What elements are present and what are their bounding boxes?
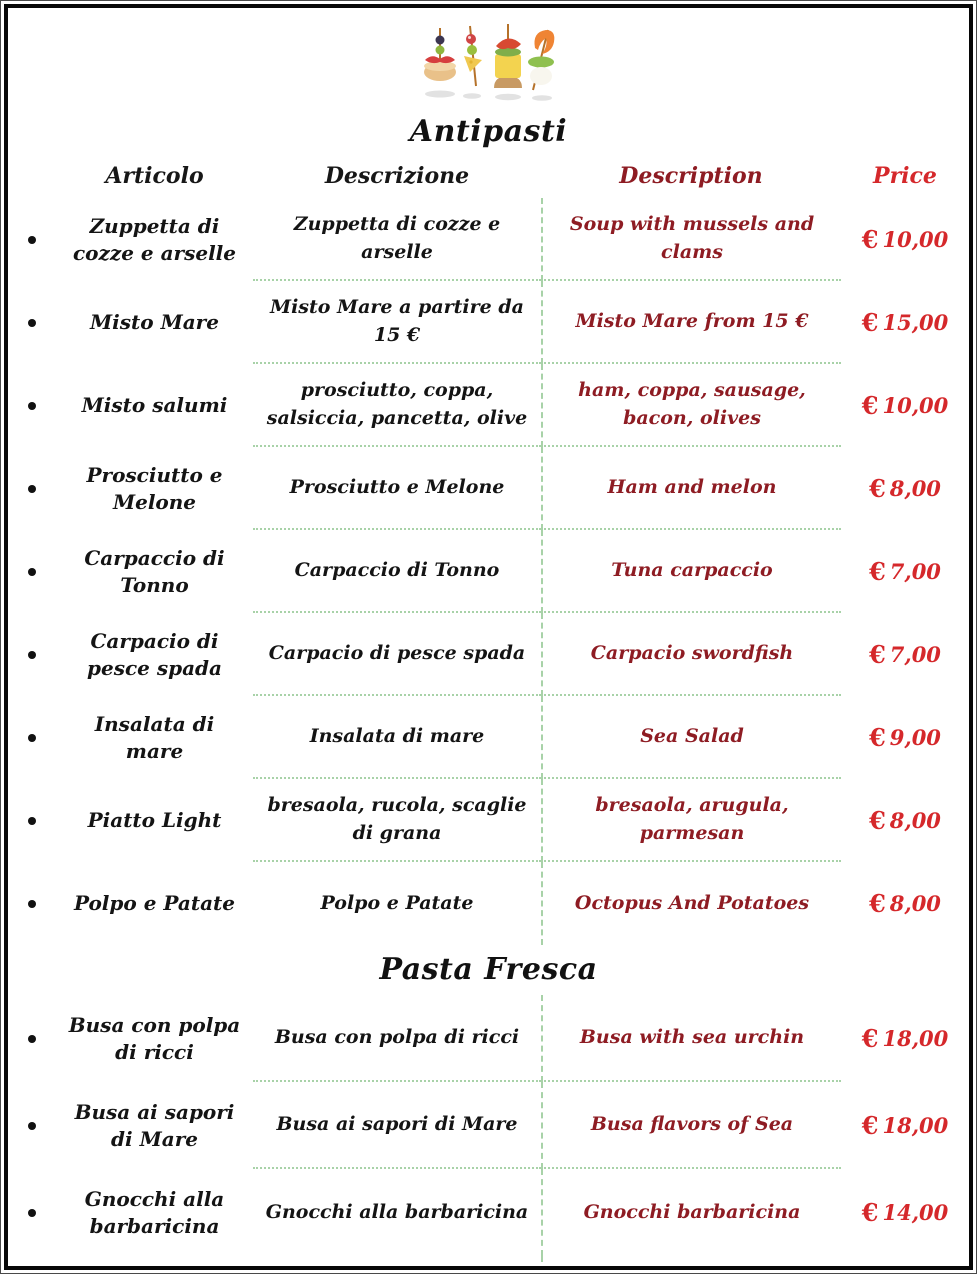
item-name: Gnocchi alla barbaricina xyxy=(84,1186,225,1238)
item-name: Prosciutto e Melone xyxy=(86,462,223,514)
item-price xyxy=(841,862,969,945)
item-description-english: Busa flavors of Sea xyxy=(541,1082,841,1169)
item-description-italian: Carpaccio di Tonno xyxy=(253,530,541,613)
bullet xyxy=(8,862,56,945)
bullet-dot-icon xyxy=(28,568,36,576)
menu-item-row xyxy=(8,1082,969,1169)
item-price xyxy=(841,1082,969,1169)
bullet xyxy=(8,447,56,530)
menu-item-row xyxy=(8,779,969,862)
bullet xyxy=(8,1082,56,1169)
item-description-italian: Gnocchi alla barbaricina xyxy=(265,1200,529,1223)
price-amount: 18,00 xyxy=(882,1113,949,1138)
item-description-english: Gnocchi barbaricina xyxy=(541,1169,841,1256)
item-name: Polpo e Patate xyxy=(73,891,236,915)
bullet-dot-icon xyxy=(28,817,36,825)
menu-item-row xyxy=(8,1169,969,1256)
item-description-italian: Busa ai sapori di Mare xyxy=(253,1082,541,1169)
euro-sign: € xyxy=(869,474,886,503)
item-description-italian: Busa con polpa di ricci xyxy=(253,995,541,1082)
price-amount: 18,00 xyxy=(882,1026,949,1051)
item-description-italian: Insalata di mare xyxy=(253,696,541,779)
item-name: Zuppetta di cozze e arselle xyxy=(72,213,236,265)
column-header-articolo: Articolo xyxy=(105,163,204,189)
item-description-italian: Polpo e Patate xyxy=(320,891,474,914)
bullet xyxy=(8,995,56,1082)
item-description-italian: Prosciutto e Melone xyxy=(253,447,541,530)
euro-sign: € xyxy=(869,723,886,752)
column-header-description: Description xyxy=(619,163,763,189)
bullet xyxy=(8,198,56,281)
bullet-dot-icon xyxy=(28,1209,36,1217)
bullet xyxy=(8,530,56,613)
item-price xyxy=(841,447,969,530)
bullet-dot-icon xyxy=(28,900,36,908)
bullet-dot-icon xyxy=(28,402,36,410)
bullet xyxy=(8,364,56,447)
price-amount: 10,00 xyxy=(882,227,949,252)
item-name: Insalata di mare xyxy=(94,711,215,763)
section-title-antipasti: Antipasti xyxy=(409,114,568,149)
price-amount: 8,00 xyxy=(889,808,941,833)
item-name: Busa con polpa di ricci xyxy=(68,1012,241,1064)
item-description-english: Misto Mare from 15 € xyxy=(541,281,841,364)
item-price xyxy=(841,995,969,1082)
menu-item-row xyxy=(8,995,969,1082)
item-description-english: Tuna carpaccio xyxy=(541,530,841,613)
column-header-price: Price xyxy=(873,163,937,189)
item-description-italian: prosciutto, coppa, salsiccia, pancetta, olive xyxy=(253,364,541,447)
item-description-english: Sea Salad xyxy=(541,696,841,779)
bullet xyxy=(8,613,56,696)
bullet xyxy=(8,281,56,364)
euro-sign: € xyxy=(869,640,886,669)
vertical-divider-line xyxy=(541,1256,841,1270)
price-amount: 7,00 xyxy=(889,559,941,584)
euro-sign: € xyxy=(861,1111,879,1140)
menu-item-row xyxy=(8,198,969,281)
bullet-dot-icon xyxy=(28,319,36,327)
item-description-english: Soup with mussels and clams xyxy=(541,198,841,281)
item-description-english: Carpacio swordfish xyxy=(541,613,841,696)
menu-item-row xyxy=(8,364,969,447)
euro-sign: € xyxy=(861,225,879,254)
item-price xyxy=(841,1169,969,1256)
price-amount: 15,00 xyxy=(882,310,949,335)
price-amount: 8,00 xyxy=(889,476,941,501)
menu-item-row xyxy=(8,281,969,364)
menu-item-row xyxy=(8,613,969,696)
section-title-pasta-fresca: Pasta Fresca xyxy=(379,952,598,987)
item-description-italian: Misto Mare a partire da 15 € xyxy=(253,281,541,364)
item-price xyxy=(841,198,969,281)
item-description-english: Ham and melon xyxy=(541,447,841,530)
antipasti-rows xyxy=(8,198,969,945)
item-price xyxy=(841,696,969,779)
item-description-italian: Zuppetta di cozze e arselle xyxy=(253,198,541,281)
price-amount: 8,00 xyxy=(889,891,941,916)
canapes-icon xyxy=(420,20,558,104)
item-description-english: Busa with sea urchin xyxy=(541,995,841,1082)
bullet xyxy=(8,696,56,779)
bullet-dot-icon xyxy=(28,485,36,493)
menu-item-row xyxy=(8,530,969,613)
price-amount: 10,00 xyxy=(882,393,949,418)
item-description-english: Octopus And Potatoes xyxy=(541,862,841,945)
euro-sign: € xyxy=(861,308,879,337)
column-header-row xyxy=(8,154,969,198)
euro-sign: € xyxy=(861,1198,879,1227)
price-amount: 9,00 xyxy=(889,725,941,750)
euro-sign: € xyxy=(861,391,879,420)
item-name: Misto Mare xyxy=(90,310,219,334)
price-amount: 14,00 xyxy=(882,1200,949,1225)
item-price xyxy=(841,613,969,696)
item-name: Piatto Light xyxy=(87,808,222,832)
euro-sign: € xyxy=(869,806,886,835)
euro-sign: € xyxy=(861,1024,879,1053)
canapes-appetizers-image xyxy=(8,20,969,104)
menu-item-row xyxy=(8,447,969,530)
item-name: Busa ai sapori di Mare xyxy=(74,1099,235,1151)
pasta-fresca-rows xyxy=(8,995,969,1256)
price-amount: 7,00 xyxy=(889,642,941,667)
item-price xyxy=(841,530,969,613)
item-name: Misto salumi xyxy=(81,393,228,417)
menu-item-row xyxy=(8,862,969,945)
menu-item-row xyxy=(8,696,969,779)
bullet-dot-icon xyxy=(28,651,36,659)
bullet-dot-icon xyxy=(28,1035,36,1043)
euro-sign: € xyxy=(869,889,886,918)
item-description-italian: bresaola, rucola, scaglie di grana xyxy=(253,779,541,862)
bottom-filler xyxy=(8,1256,969,1270)
item-description-english: ham, coppa, sausage, bacon, olives xyxy=(541,364,841,447)
column-header-descrizione: Descrizione xyxy=(324,163,470,189)
euro-sign: € xyxy=(869,557,886,586)
item-name: Carpaccio di Tonno xyxy=(84,545,225,597)
bullet xyxy=(8,779,56,862)
item-description-italian: Carpacio di pesce spada xyxy=(253,613,541,696)
bullet-dot-icon xyxy=(28,236,36,244)
item-price xyxy=(841,364,969,447)
item-price xyxy=(841,281,969,364)
item-description-english: bresaola, arugula, parmesan xyxy=(541,779,841,862)
menu-inner-frame xyxy=(4,4,973,1270)
bullet-dot-icon xyxy=(28,1122,36,1130)
item-price xyxy=(841,779,969,862)
bullet xyxy=(8,1169,56,1256)
bullet-dot-icon xyxy=(28,734,36,742)
item-name: Carpacio di pesce spada xyxy=(87,628,222,680)
